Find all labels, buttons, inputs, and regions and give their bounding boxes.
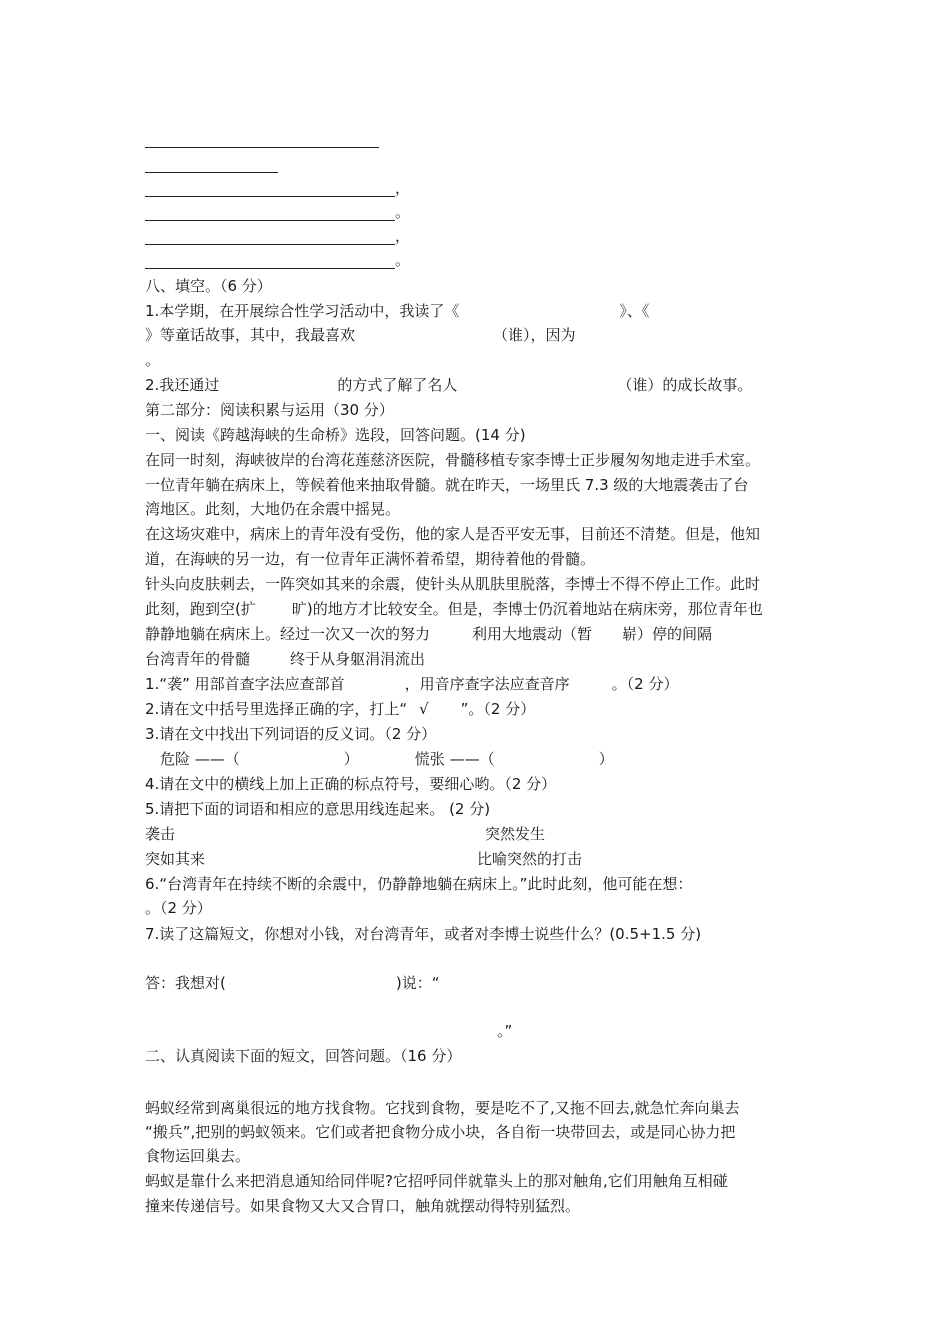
question-text (145, 674, 678, 694)
question-text: 7.读了这篇短文，你想对小钱，对台湾青年，或者对李博士说些什么？(0.5+1.5 分) (145, 925, 702, 943)
passage-line: 道，在海峡的另一边，有一位青年正满怀着希望，期待着他的骨髓。 (145, 550, 596, 568)
answer-line[interactable] (145, 268, 395, 269)
text: 利用大地震动（暂 (472, 625, 593, 643)
question-text: 3.请在文中找出下列词语的反义词。（2 分） (145, 725, 437, 743)
section-title: 一、阅读《跨越海峡的生命桥》选段，回答问题。(14 分) (145, 426, 526, 444)
text: ） (343, 750, 359, 768)
question-text (145, 301, 649, 321)
text: )说：“ (395, 974, 440, 992)
passage-line: 蚂蚁经常到离巢很远的地方找食物。它找到食物，要是吃不了,又拖不回去,就急忙奔向巢去 (145, 1099, 740, 1117)
question-text (145, 375, 752, 395)
text: 的方式了解了名人 (337, 376, 458, 394)
text: 慌张 ——（ (414, 750, 495, 768)
punctuation: 。 (395, 251, 411, 269)
text: 此刻，跑到空(扩 (145, 600, 256, 618)
passage-line (145, 599, 763, 619)
text: 静静地躺在病床上。经过一次又一次的努力 (145, 625, 431, 643)
text: 答：我想对( (145, 974, 226, 992)
question-text (145, 699, 535, 719)
passage-line: 蚂蚁是靠什么来把消息通知给同伴呢?它招呼同伴就靠头上的那对触角,它们用触角互相碰 (145, 1172, 728, 1190)
question-text (145, 325, 576, 345)
passage-line (145, 649, 425, 669)
passage-line: 一位青年躺在病床上，等候着他来抽取骨髓。就在昨天，一场里氏 7.3 级的大地震袭击了台 (145, 476, 749, 494)
punctuation: ， (395, 179, 411, 197)
passage-line: 针头向皮肤刺去，一阵突如其来的余震，使针头从肌肤里脱落，李博士不得不停止工作。此时 (145, 575, 761, 593)
text: 》、《 (619, 302, 650, 320)
passage-line: “搬兵”,把别的蚂蚁领来。它们或者把食物分成小块，各自衔一块带回去，或是同心协力把 (145, 1123, 736, 1141)
match-left-2[interactable]: 突如其来 (145, 850, 206, 868)
match-right-2[interactable]: 比喻突然的打击 (477, 850, 583, 868)
question-text: 。 (145, 351, 161, 369)
question-text: 4.请在文中的横线上加上正确的标点符号，要细心哟。（2 分） (145, 775, 557, 793)
match-left-1[interactable]: 袭击 (145, 825, 176, 843)
answer-line-text (145, 973, 439, 993)
text: 旷)的地方才比较安全。但是，李博士仍沉着地站在病床旁，那位青年也 (291, 600, 763, 618)
answer-end: 。” (497, 1022, 513, 1040)
text: 台湾青年的骨髓 (145, 650, 251, 668)
text: 终于从身躯涓涓流出 (290, 650, 426, 668)
answer-line[interactable] (145, 196, 395, 197)
passage-line: 在同一时刻，海峡彼岸的台湾花莲慈济医院，骨髓移植专家李博士正步履匆匆地走进手术室。 (145, 451, 761, 469)
checkmark: √ (419, 700, 429, 718)
text: 2.请在文中括号里选择正确的字，打上“ (145, 700, 408, 718)
answer-line[interactable] (145, 244, 395, 245)
text: （谁）的成长故事。 (617, 376, 753, 394)
punctuation: ， (395, 227, 411, 245)
section-title: 二、认真阅读下面的短文，回答问题。（16 分） (145, 1047, 462, 1065)
answer-line[interactable] (145, 147, 379, 148)
text: 1.“袭” 用部首查字法应查部首 (145, 675, 345, 693)
part-title: 第二部分：阅读积累与运用（30 分） (145, 401, 394, 419)
question-text: 5.请把下面的词语和相应的意思用线连起来。 (2 分) (145, 800, 491, 818)
text: 。（2 分） (611, 675, 679, 693)
text: 崭）停的间隔 (622, 625, 713, 643)
passage-line (145, 624, 712, 644)
answer-line[interactable] (145, 220, 395, 221)
antonym-row (160, 749, 614, 769)
punctuation: 。 (395, 203, 411, 221)
answer-line[interactable] (145, 172, 278, 173)
passage-line: 食物运回巢去。 (145, 1147, 251, 1165)
text: 危险 ——（ (160, 750, 240, 768)
text: 2.我还通过 (145, 376, 220, 394)
match-right-1[interactable]: 突然发生 (485, 825, 546, 843)
section-title: 八、填空。（6 分） (145, 277, 272, 295)
question-text: 6.“台湾青年在持续不断的余震中，仍静静地躺在病床上。”此时此刻，他可能在想： (145, 875, 693, 893)
text: ”。（2 分） (460, 700, 536, 718)
text: ） (598, 750, 614, 768)
text: （谁），因为 (493, 326, 576, 344)
passage-line: 湾地区。此刻，大地仍在余震中摇晃。 (145, 500, 401, 518)
text: 1.本学期，在开展综合性学习活动中，我读了《 (145, 302, 460, 320)
question-text: 。（2 分） (145, 899, 212, 917)
passage-line: 在这场灾难中，病床上的青年没有受伤，他的家人是否平安无事，目前还不清楚。但是，他知 (145, 525, 761, 543)
passage-line: 撞来传递信号。如果食物又大又合胃口，触角就摆动得特别猛烈。 (145, 1197, 581, 1215)
text: ，用音序查字法应查音序 (404, 675, 570, 693)
text: 》等童话故事，其中，我最喜欢 (145, 326, 356, 344)
